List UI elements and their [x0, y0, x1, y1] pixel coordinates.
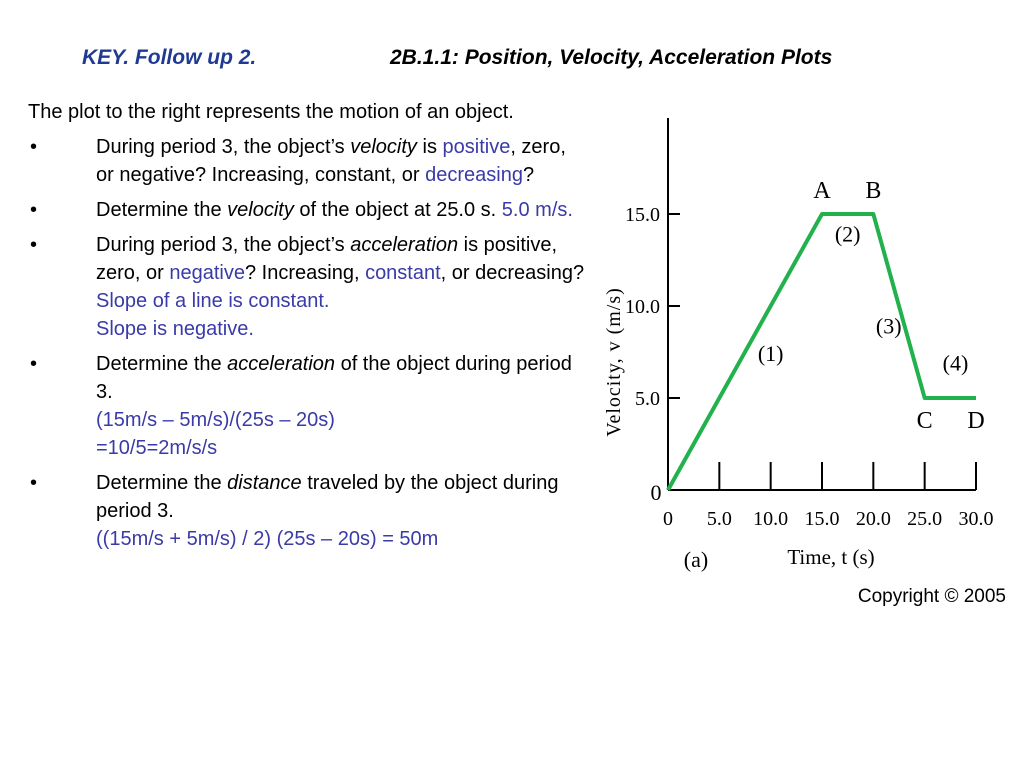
- q3-text-post: , or decreasing?: [440, 262, 585, 284]
- q5-text-mid: traveled by the object during period 3.: [96, 472, 559, 522]
- q3-text-mid: is positive, zero, or: [96, 234, 558, 284]
- segment-label-1: (1): [757, 341, 784, 367]
- q1-text-post: ?: [522, 164, 535, 186]
- question-velocity-value: [28, 196, 588, 224]
- x-tick-label: 30.0: [958, 508, 994, 530]
- q4-text-pre: Determine the: [96, 353, 228, 375]
- segment-label-2: (2): [834, 221, 861, 247]
- y-tick-label: 0: [650, 480, 662, 505]
- q4-calc-1: (15m/s – 5m/s)/(25s – 20s): [96, 409, 335, 431]
- y-tick-label: 15.0: [625, 204, 660, 226]
- q1-answer-positive: positive: [442, 136, 511, 158]
- slide-content: [28, 98, 588, 560]
- q3-answer-negative: negative: [169, 262, 245, 284]
- q1-text-mid2: , zero, or negative? Increasing, constant, or: [96, 136, 566, 186]
- q5-em: distance: [227, 472, 302, 494]
- x-tick-label: 10.0: [753, 508, 789, 530]
- q3-note-1: Slope of a line is constant.: [96, 290, 330, 312]
- question-velocity-sign: [28, 133, 588, 189]
- point-label-d: D: [967, 408, 985, 434]
- q1-text-pre: During period 3, the object’s: [96, 136, 351, 158]
- q5-calc: ((15m/s + 5m/s) / 2) (25s – 20s) = 50m: [96, 528, 439, 550]
- q3-em: acceleration: [350, 234, 459, 256]
- velocity-series-line: [668, 214, 976, 490]
- segment-label-4: (4): [942, 350, 969, 376]
- q3-answer-constant: constant: [365, 262, 441, 284]
- x-tick-label: 25.0: [907, 508, 943, 530]
- label-group: [758, 178, 985, 434]
- tick-group: [625, 204, 994, 530]
- copyright-text: Copyright © 2005: [857, 586, 1006, 607]
- question-acceleration-sign: [28, 231, 588, 343]
- q3-text-mid2: ? Increasing,: [244, 262, 366, 284]
- point-label-b: B: [865, 178, 882, 204]
- q5-text-pre: Determine the: [96, 472, 228, 494]
- q2-text-pre: Determine the: [96, 199, 228, 221]
- bullet-icon: •: [30, 472, 38, 494]
- y-tick-label: 10.0: [625, 296, 660, 318]
- x-axis-label: Time, t (s): [787, 545, 875, 569]
- q1-text-mid: is: [416, 136, 443, 158]
- q2-text-mid: of the object at 25.0 s.: [293, 199, 502, 221]
- velocity-time-plot: [598, 110, 1014, 610]
- x-tick-label: 15.0: [804, 508, 840, 530]
- q1-em: velocity: [350, 136, 417, 158]
- intro-text: The plot to the right represents the motion of an object.: [28, 101, 514, 123]
- question-distance: [28, 469, 588, 553]
- y-tick-label: 5.0: [635, 388, 660, 410]
- x-tick-label: 5.0: [706, 508, 732, 530]
- q4-em: acceleration: [227, 353, 336, 375]
- q4-calc-2: =10/5=2m/s/s: [96, 437, 218, 459]
- bullet-icon: •: [30, 136, 38, 158]
- segment-label-3: (3): [875, 313, 902, 339]
- subplot-label: (a): [683, 547, 709, 572]
- point-label-a: A: [813, 178, 831, 204]
- key-title: KEY. Follow up 2.: [82, 46, 257, 69]
- q1-answer-decreasing: decreasing: [425, 164, 523, 186]
- q3-note-2: Slope is negative.: [96, 318, 254, 340]
- x-tick-label: 20.0: [855, 508, 891, 530]
- question-acceleration-value: [28, 350, 588, 462]
- q3-text-pre: During period 3, the object’s: [96, 234, 351, 256]
- q2-em: velocity: [227, 199, 294, 221]
- bullet-icon: •: [30, 353, 38, 375]
- q4-text-mid: of the object during period 3.: [96, 353, 572, 403]
- x-tick-label: 0: [663, 508, 673, 530]
- slide-title: 2B.1.1: Position, Velocity, Acceleration Plots: [390, 46, 833, 69]
- q2-answer: 5.0 m/s.: [501, 199, 573, 221]
- bullet-icon: •: [30, 234, 38, 256]
- y-axis-label: Velocity, v (m/s): [603, 287, 625, 437]
- bullet-icon: •: [30, 199, 38, 221]
- point-label-c: C: [916, 408, 933, 434]
